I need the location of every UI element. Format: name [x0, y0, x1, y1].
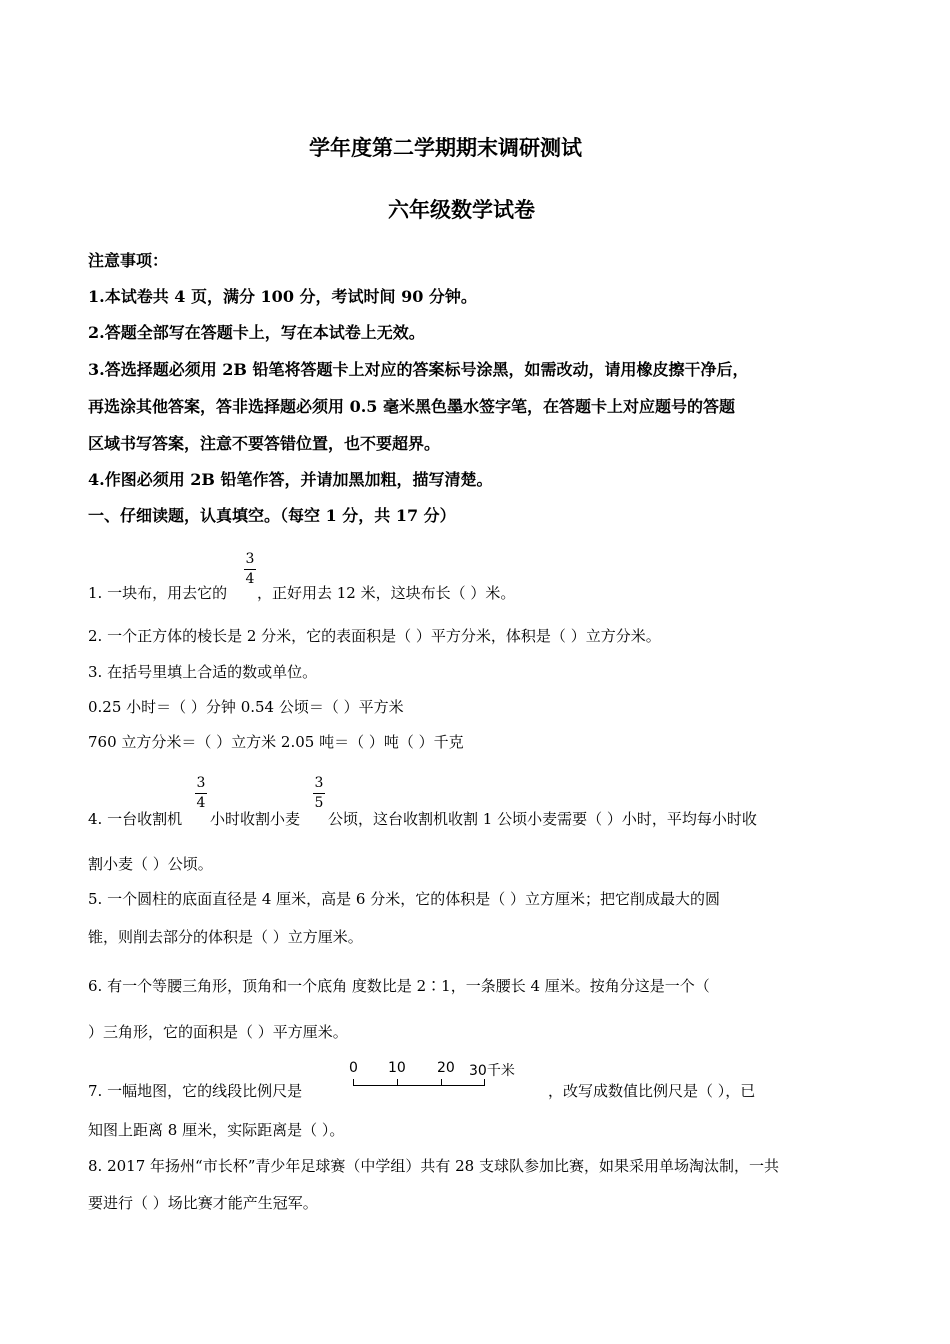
- q1-frac-num: 3: [245, 551, 255, 567]
- q1-frac-den: 4: [245, 571, 255, 587]
- q4-text-mid: 小时收割小麦: [210, 810, 301, 828]
- q4-text-post: 公顷，这台收割机收割 1 公顷小麦需要（ ）小时，平均每小时收: [328, 810, 757, 828]
- q4-frac1-den: 4: [196, 795, 206, 811]
- q4-text-pre: 4. 一台收割机: [88, 810, 183, 828]
- q1-text-post: ，正好用去 12 米，这块布长（ ）米。: [257, 584, 516, 602]
- question-2: 2. 一个正方体的棱长是 2 分米，它的表面积是（ ）平方分米，体积是（ ）立方分米。: [88, 627, 661, 645]
- question-8: 8. 2017 年扬州“市长杯”青少年足球赛（中学组）共有 28 支球队参加比赛，如果采用单场淘汰制，一共: [88, 1157, 779, 1175]
- note-line-2: 2.答题全部写在答题卡上，写在本试卷上无效。: [88, 323, 425, 342]
- page-subtitle: 六年级数学试卷: [388, 197, 535, 222]
- q5-line-2: 锥，则削去部分的体积是（ ）立方厘米。: [88, 928, 363, 946]
- line-scale: [345, 1060, 525, 1092]
- scale-label-30km: 30千米: [469, 1063, 515, 1079]
- note-line-3: 3.答选择题必须用 2B 铅笔将答题卡上对应的答案标号涂黑，如需改动，请用橡皮擦干净后，: [88, 360, 749, 379]
- scale-label-20: 20: [437, 1060, 455, 1076]
- scale-tick: [441, 1079, 442, 1085]
- q3-line-2: 760 立方分米＝（ ）立方米 2.05 吨＝（ ）吨（ ）千克: [88, 733, 464, 751]
- question-3: 3. 在括号里填上合适的数或单位。: [88, 663, 318, 681]
- q4-line-2: 割小麦（ ）公顷。: [88, 855, 213, 873]
- q3-line-1: 0.25 小时＝（ ）分钟 0.54 公顷＝（ ）平方米: [88, 698, 404, 716]
- scale-tick: [397, 1079, 398, 1085]
- q4-frac2-num: 3: [314, 775, 324, 791]
- question-6: 6. 有一个等腰三角形，顶角和一个底角 度数比是 2∶1，一条腰长 4 厘米。按角分这是一个（: [88, 977, 710, 995]
- note-line-6: 4.作图必须用 2B 铅笔作答，并请加黑加粗，描写清楚。: [88, 470, 493, 489]
- q7-text-post: ，改写成数值比例尺是（ ），已: [548, 1082, 756, 1100]
- question-5: 5. 一个圆柱的底面直径是 4 厘米，高是 6 分米，它的体积是（ ）立方厘米；把它削成最大的圆: [88, 890, 721, 908]
- q4-frac2-den: 5: [314, 795, 324, 811]
- q1-fraction: [244, 552, 256, 586]
- note-line-5: 区域书写答案，注意不要答错位置，也不要超界。: [88, 434, 441, 453]
- q4-frac1-num: 3: [196, 775, 206, 791]
- note-line-1: 1.本试卷共 4 页，满分 100 分，考试时间 90 分钟。: [88, 287, 477, 306]
- scale-bar: [353, 1085, 485, 1086]
- q1-text-pre: 1. 一块布，用去它的: [88, 584, 228, 602]
- q4-fraction-1: [195, 776, 207, 810]
- q7-line-2: 知图上距离 8 厘米，实际距离是（ ）。: [88, 1121, 345, 1139]
- q7-text-pre: 7. 一幅地图，它的线段比例尺是: [88, 1082, 303, 1100]
- q8-line-2: 要进行（ ）场比赛才能产生冠军。: [88, 1194, 318, 1212]
- scale-label-10: 10: [388, 1060, 406, 1076]
- scale-tick: [484, 1079, 485, 1085]
- q4-fraction-2: [313, 776, 325, 810]
- q6-line-2: ）三角形，它的面积是（ ）平方厘米。: [88, 1023, 348, 1041]
- note-line-4: 再选涂其他答案，答非选择题必须用 0.5 毫米黑色墨水签字笔，在答题卡上对应题号的答题: [88, 397, 735, 416]
- scale-label-0: 0: [349, 1060, 358, 1076]
- section-heading: 一、仔细读题，认真填空。（每空 1 分，共 17 分）: [88, 506, 456, 525]
- scale-tick: [353, 1079, 354, 1085]
- page-title: 学年度第二学期期末调研测试: [309, 135, 582, 160]
- notes-heading: 注意事项：: [88, 251, 169, 270]
